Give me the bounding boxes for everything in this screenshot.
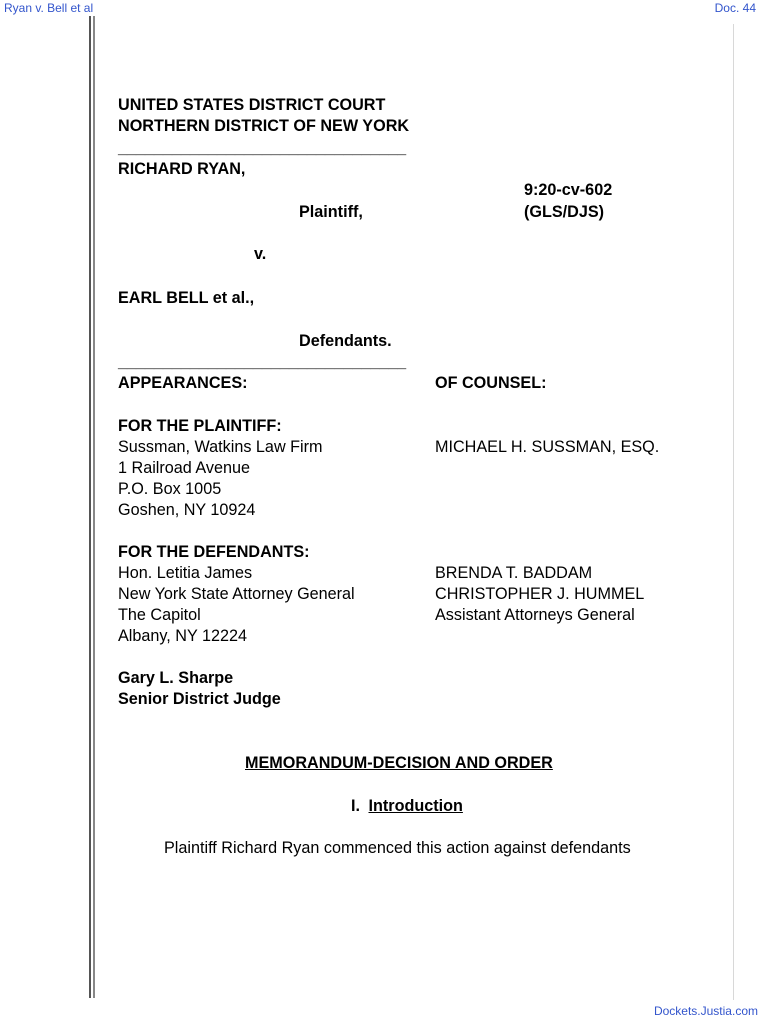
case-title-link[interactable]: Ryan v. Bell et al (4, 1, 94, 15)
left-margin-rule-inner (93, 16, 95, 998)
docket-number-link[interactable]: Doc. 44 (714, 1, 756, 15)
defendant-role: Defendants. (299, 332, 392, 350)
section-heading (351, 796, 463, 816)
plaintiff-firm-line: P.O. Box 1005 (118, 480, 222, 498)
plaintiff-name: RICHARD RYAN, (118, 160, 246, 178)
body-paragraph-line: Plaintiff Richard Ryan commenced this action against defendants (164, 839, 631, 857)
defendant-firm-line: The Capitol (118, 606, 201, 624)
judge-initials: (GLS/DJS) (524, 203, 605, 221)
judge-name: Gary L. Sharpe (118, 669, 234, 687)
defendant-name: EARL BELL et al., (118, 289, 255, 307)
section-number: I. (351, 797, 360, 815)
right-margin-rule (733, 24, 734, 1000)
caption-rule-top: ________________________________ (118, 139, 407, 157)
caption-rule-bottom: ________________________________ (118, 353, 407, 371)
document-title: MEMORANDUM-DECISION AND ORDER (245, 754, 553, 772)
defendant-counsel-line: BRENDA T. BADDAM (435, 564, 593, 582)
case-number: 9:20-cv-602 (524, 181, 613, 199)
of-counsel-heading: OF COUNSEL: (435, 374, 547, 392)
plaintiff-firm-line: 1 Railroad Avenue (118, 459, 250, 477)
plaintiff-section-heading: FOR THE PLAINTIFF: (118, 417, 282, 435)
defendant-counsel-line: CHRISTOPHER J. HUMMEL (435, 585, 645, 603)
defendant-firm-line: Albany, NY 12224 (118, 627, 247, 645)
section-title: Introduction (368, 797, 463, 815)
plaintiff-firm-line: Goshen, NY 10924 (118, 501, 256, 519)
plaintiff-role: Plaintiff, (299, 203, 363, 221)
court-district: NORTHERN DISTRICT OF NEW YORK (118, 117, 410, 135)
left-margin-rule (89, 16, 91, 998)
plaintiff-counsel-line: MICHAEL H. SUSSMAN, ESQ. (435, 438, 660, 456)
defendant-firm-line: Hon. Letitia James (118, 564, 253, 582)
appearances-heading: APPEARANCES: (118, 374, 248, 392)
court-name: UNITED STATES DISTRICT COURT (118, 96, 386, 114)
plaintiff-firm-line: Sussman, Watkins Law Firm (118, 438, 323, 456)
justia-footer-link[interactable]: Dockets.Justia.com (653, 1004, 758, 1018)
defendant-firm-line: New York State Attorney General (118, 585, 355, 603)
defendant-counsel-line: Assistant Attorneys General (435, 606, 635, 624)
defendant-section-heading: FOR THE DEFENDANTS: (118, 543, 310, 561)
judge-title: Senior District Judge (118, 690, 281, 708)
versus: v. (254, 245, 267, 263)
